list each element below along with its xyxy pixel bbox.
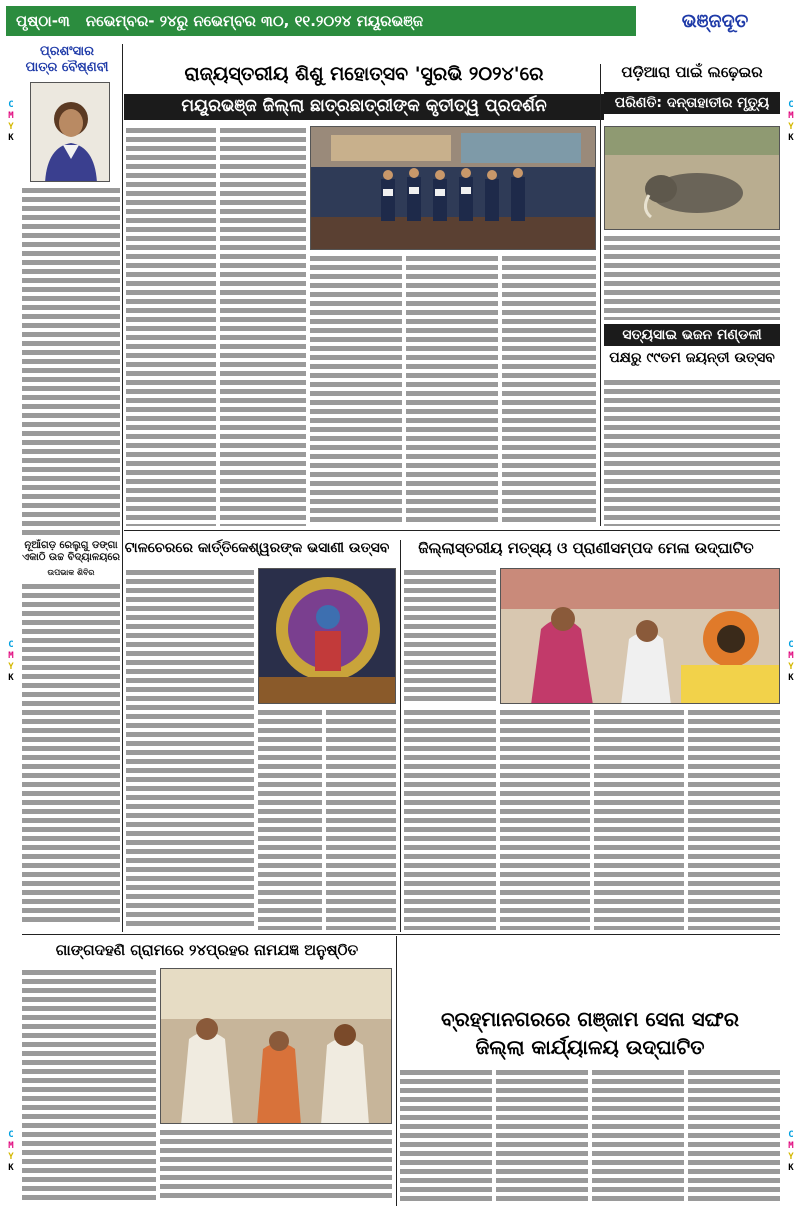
naam-body-col-2 bbox=[160, 1128, 392, 1202]
dateline: ନଭେମ୍ବର- ୨୪ରୁ ନଭେମ୍ବର ୩୦, ୧୧.୨୦୨୪ ମୟୂରଭଞ୍ଜ bbox=[85, 12, 424, 30]
sidebar-lower-body bbox=[22, 582, 120, 922]
lead-body-col-5 bbox=[502, 254, 596, 526]
cmyk-mark-right-top: C M Y K bbox=[788, 100, 794, 143]
paper-name: ଭଞ୍ଜଦୂତ bbox=[681, 10, 749, 32]
lead-body-col-3 bbox=[310, 254, 402, 526]
bhajan-headline-1: ସତ୍ୟସାଇ ଭଜନ ମଣ୍ଡଳୀ bbox=[604, 324, 780, 346]
sidebar-divider bbox=[122, 44, 123, 932]
fair-headline: ଜିଲ୍ଲାସ୍ତରୀୟ ମତ୍ସ୍ୟ ଓ ପ୍ରାଣୀସମ୍ପଦ ମେଳା ଉଦ୍‌ଘାଟିତ bbox=[418, 539, 754, 557]
bhajan-body-text bbox=[604, 378, 780, 526]
sangha-headline-1: ବ୍ରହ୍ମାନଗରରେ ଗଞ୍ଜାମ ସେନା ସଙ୍ଘର bbox=[440, 1007, 740, 1031]
section-divider-1 bbox=[124, 530, 780, 531]
fair-body-col-3 bbox=[500, 708, 590, 930]
page-number: ପୃଷ୍ଠା-୩ bbox=[16, 12, 70, 30]
elephant-photo bbox=[604, 126, 780, 230]
masthead-bar bbox=[6, 6, 636, 36]
fair-body-col-4 bbox=[594, 708, 684, 930]
elephant-headline-1: ପଡ଼ିଆରା ପାଇଁ ଲଢ଼େଇର bbox=[621, 63, 763, 81]
sidebar-title: ପ୍ରଶଂସାର ପାତ୍ର ବୈଷ୍ଣବୀ bbox=[25, 44, 109, 75]
sangha-body-col-1 bbox=[400, 1068, 492, 1202]
sangha-headline-2: ଜିଲ୍ଲା କାର୍ଯ୍ୟାଳୟ ଉଦ୍‌ଘାଟିତ bbox=[475, 1035, 705, 1059]
elephant-body-text bbox=[604, 234, 780, 320]
naam-body-col-1 bbox=[22, 968, 156, 1202]
naam-headline: ଗାଙ୍ଗଦହଣି ଗ୍ରାମରେ ୨୪ପ୍ରହର ନାମଯଜ୍ଞ ଅନୁଷ୍ଠିତ bbox=[55, 941, 359, 959]
cmyk-mark-left-top: C M Y K bbox=[8, 100, 14, 143]
bottom-divider bbox=[396, 936, 397, 1206]
column-divider-right bbox=[600, 64, 601, 526]
sangha-body-col-2 bbox=[496, 1068, 588, 1202]
camp-title: ଉପଭାକ ଶିବିର bbox=[47, 568, 95, 577]
festival-headline: ଟାଳଚେରରେ କାର୍ତ୍ତିକେଶ୍ୱରଙ୍କ ଭସାଣୀ ଉତ୍ସବ bbox=[124, 540, 390, 556]
kartikeswar-idol-photo bbox=[258, 568, 396, 704]
lead-body-col-4 bbox=[406, 254, 498, 526]
festival-body-col-3 bbox=[326, 708, 396, 930]
masthead bbox=[0, 0, 800, 44]
elephant-headline-2: ପରିଣତି: ଦନ୍ତାହାତୀର ମୃତ୍ୟୁ bbox=[604, 92, 780, 114]
lead-headline-2: ମୟୂରଭଞ୍ଜ ଜିଲ୍ଲା ଛାତ୍ରଛାତ୍ରୀଙ୍କ କୃତୀତ୍ୱ ପ୍ରଦର୍ଶନ bbox=[124, 94, 604, 120]
surabhi-stage-photo bbox=[310, 126, 596, 250]
student-photo bbox=[30, 82, 110, 182]
fair-body-col-2 bbox=[404, 708, 496, 930]
naam-yajna-photo bbox=[160, 968, 392, 1124]
festival-fair-divider bbox=[400, 540, 401, 932]
cmyk-mark-right-bottom: C M Y K bbox=[788, 1130, 794, 1173]
sangha-body-col-4 bbox=[688, 1068, 780, 1202]
cmyk-mark-left-mid: C M Y K bbox=[8, 640, 14, 683]
festival-body-col-2 bbox=[258, 708, 322, 930]
cmyk-mark-left-bottom: C M Y K bbox=[8, 1130, 14, 1173]
cmyk-mark-right-mid: C M Y K bbox=[788, 640, 794, 683]
fair-inauguration-photo bbox=[500, 568, 780, 704]
sidebar-body-text bbox=[22, 186, 120, 538]
sangha-body-col-3 bbox=[592, 1068, 684, 1202]
festival-body-col-1 bbox=[126, 568, 254, 930]
sidebar-lower-headline: ନୂଆଁଗଡ଼ ରେଲୁଗୁ ଡଙ୍ଗା ଏକାଠି ଉଚ୍ଚ ବିଦ୍ୟାଳୟରେ bbox=[22, 540, 120, 563]
lead-headline-1: ରାଜ୍ୟସ୍ତରୀୟ ଶିଶୁ ମହୋତ୍ସବ 'ସୁରଭି ୨୦୨୪'ରେ bbox=[184, 63, 544, 85]
section-divider-2 bbox=[22, 934, 780, 935]
fair-body-col-5 bbox=[688, 708, 780, 930]
lead-body-col-2 bbox=[220, 126, 306, 526]
fair-body-col-1 bbox=[404, 568, 496, 704]
lead-body-col-1 bbox=[126, 126, 216, 526]
bhajan-headline-2: ପକ୍ଷରୁ ୯୯ତମ ଜୟନ୍ତୀ ଉତ୍ସବ bbox=[609, 350, 775, 366]
